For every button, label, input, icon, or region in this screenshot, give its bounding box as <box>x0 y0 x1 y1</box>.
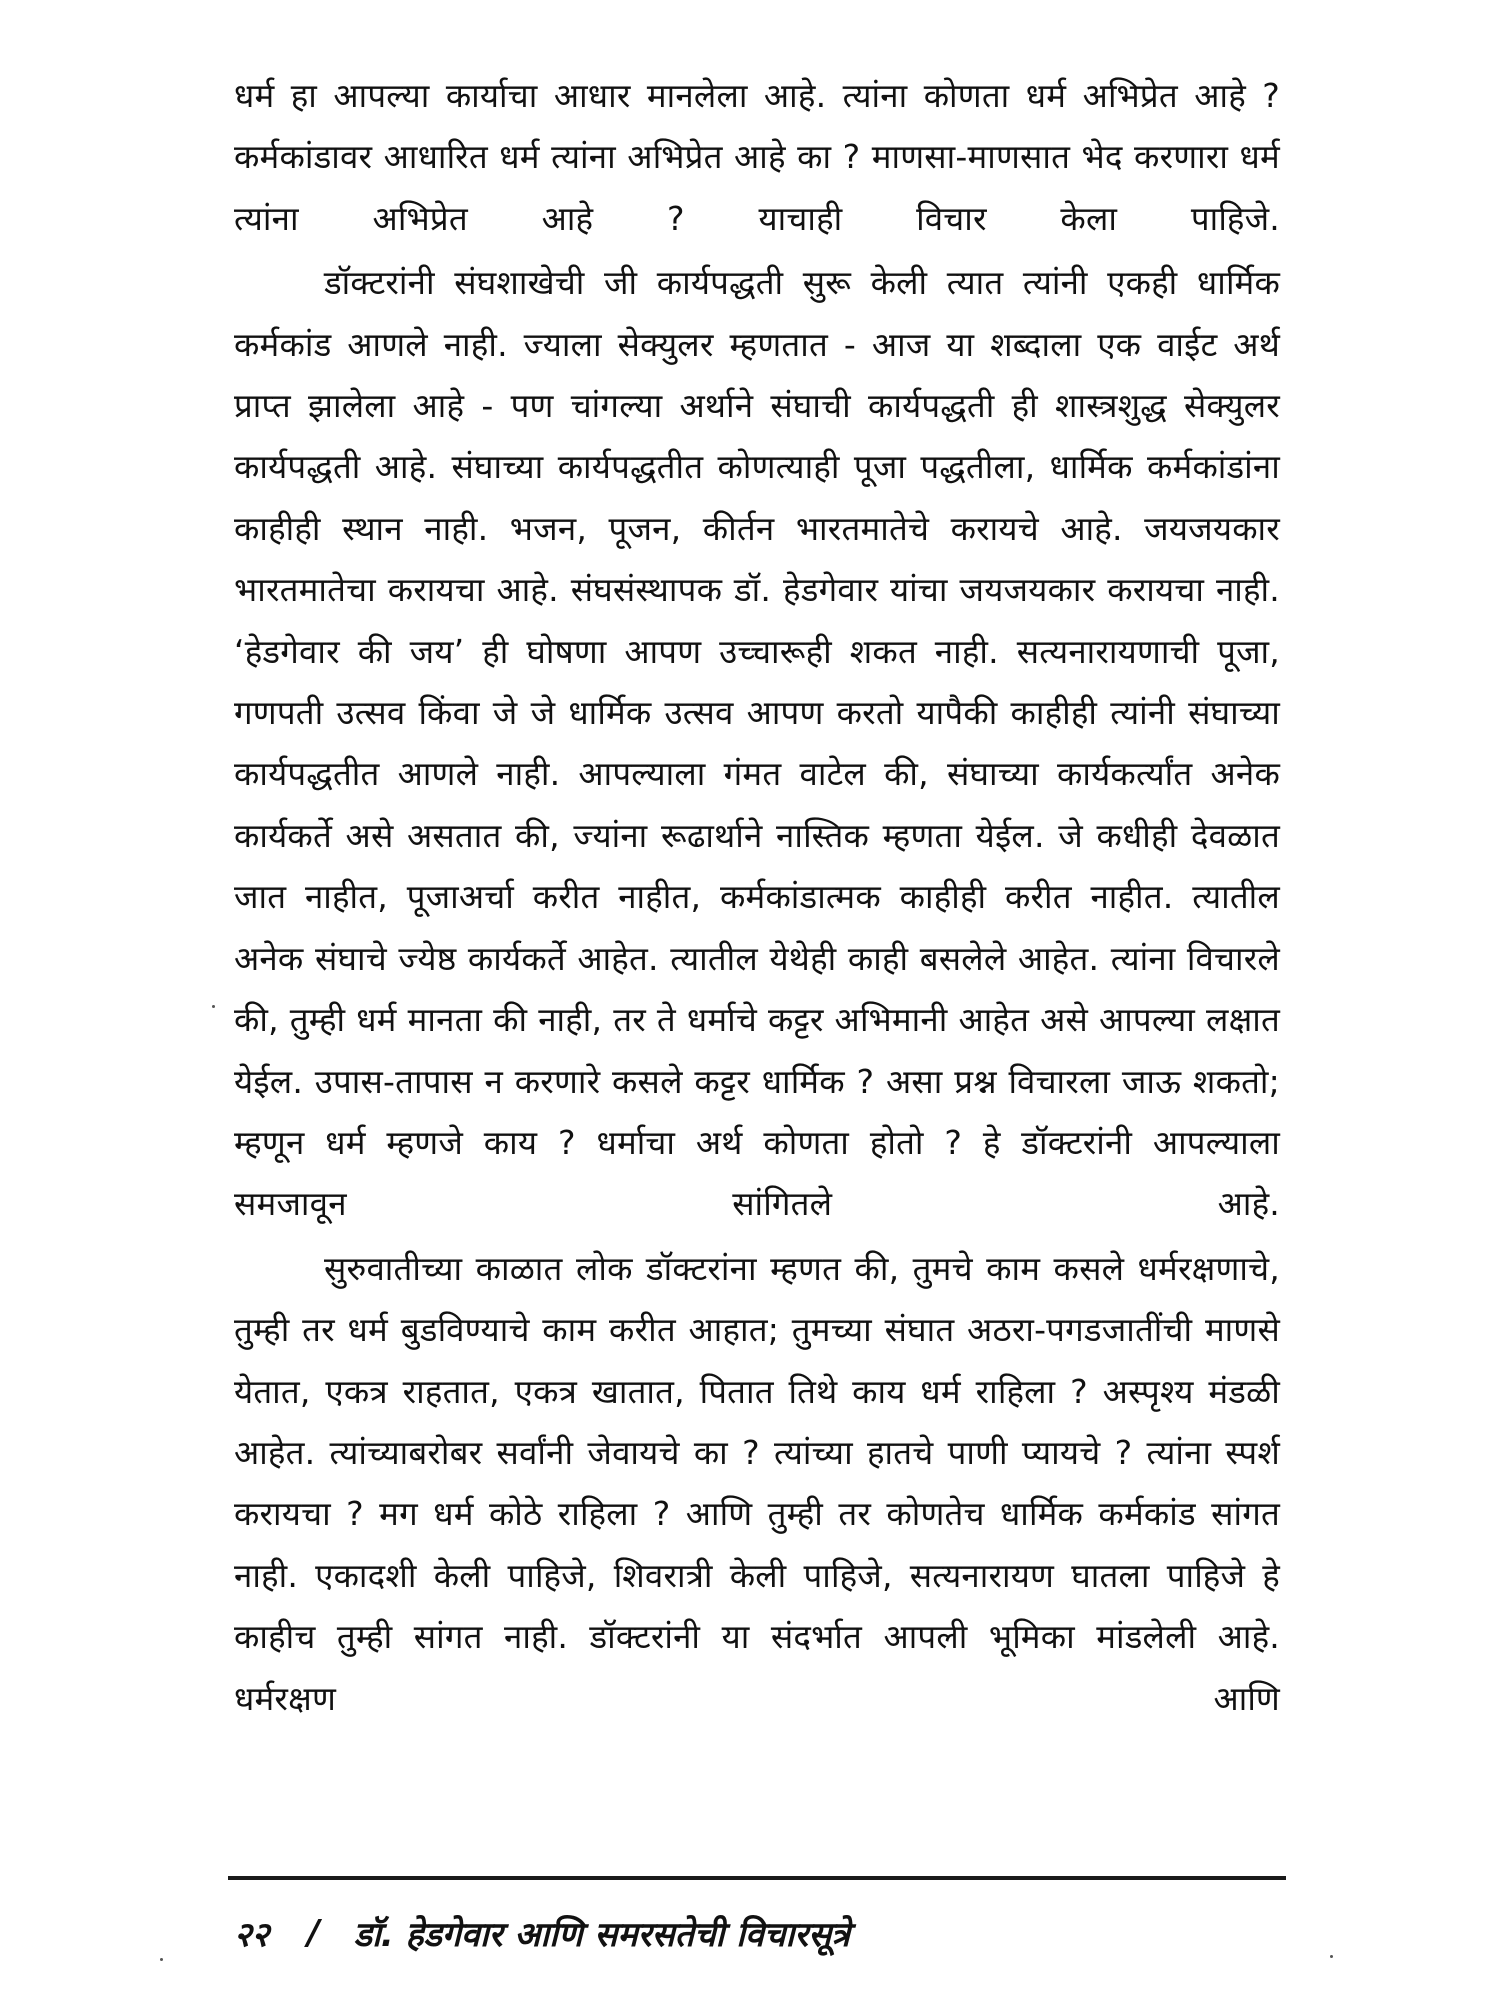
paragraph-3: सुरुवातीच्या काळात लोक डॉक्टरांना म्हणत की, तुमचे काम कसले धर्मरक्षणाचे, तुम्ही तर धर्म बुडविण्याचे काम करीत आहात; तुमच्या संघात अठरा-पगडजातींची माणसे येतात, एकत्र राहतात, एकत्र खातात, पितात तिथे काय धर्म राहिला ? अस्पृश्य मंडळी आहेत. त्यांच्याबरोबर सर्वांनी जेवायचे का ? त्यांच्या हातचे पाणी प्यायचे ? त्यांना स्पर्श करायचा ? मग धर्म कोठे राहिला ? आणि तुम्ही तर कोणतेच धार्मिक कर्मकांड सांगत नाही. एकादशी केली पाहिजे, शिवरात्री केली पाहिजे, सत्यनारायण घातला पाहिजे हे काहीच तुम्ही सांगत नाही. डॉक्टरांनी या संदर्भात आपली भूमिका मांडलेली आहे. धर्मरक्षण आणि <box>234 1248 1280 1718</box>
footer-separator: / <box>307 1913 320 1953</box>
footer-divider <box>228 1876 1286 1880</box>
print-speck <box>160 1958 163 1961</box>
paragraph-1: धर्म हा आपल्या कार्याचा आधार मानलेला आहे. त्यांना कोणता धर्म अभिप्रेत आहे ? कर्मकांडावर आधारित धर्म त्यांना अभिप्रेत आहे का ? माणसा-माणसात भेद करणारा धर्म त्यांना अभिप्रेत आहे ? याचाही विचार केला पाहिजे. <box>234 76 1280 238</box>
print-speck <box>212 1005 215 1008</box>
book-title: डॉ. हेडगेवार आणि समरसतेची विचारसूत्रे <box>353 1915 850 1955</box>
body-text <box>234 65 1280 1729</box>
page-number: २२ <box>234 1915 270 1955</box>
print-speck <box>1330 1955 1333 1958</box>
paragraph-2: डॉक्टरांनी संघशाखेची जी कार्यपद्धती सुरू केली त्यात त्यांनी एकही धार्मिक कर्मकांड आणले नाही. ज्याला सेक्युलर म्हणतात - आज या शब्दाला एक वाईट अर्थ प्राप्त झालेला आहे - पण चांगल्या अर्थाने संघाची कार्यपद्धती ही शास्त्रशुद्ध सेक्युलर कार्यपद्धती आहे. संघाच्या कार्यपद्धतीत कोणत्याही पूजा पद्धतीला, धार्मिक कर्मकांडांना काहीही स्थान नाही. भजन, पूजन, कीर्तन भारतमातेचे करायचे आहे. जयजयकार भारतमातेचा करायचा आहे. संघसंस्थापक डॉ. हेडगेवार यांचा जयजयकार करायचा नाही. ‘हेडगेवार की जय’ ही घोषणा आपण उच्चारूही शकत नाही. सत्यनारायणाची पूजा, गणपती उत्सव किंवा जे जे धार्मिक उत्सव आपण करतो यापैकी काहीही त्यांनी संघाच्या कार्यपद्धतीत आणले नाही. आपल्याला गंमत वाटेल की, संघाच्या कार्यकर्त्यांत अनेक कार्यकर्ते असे असतात की, ज्यांना रूढार्थाने नास्तिक म्हणता येईल. जे कधीही देवळात जात नाहीत, पूजाअर्चा करीत नाहीत, कर्मकांडात्मक काहीही करीत नाहीत. त्यातील अनेक संघाचे ज्येष्ठ कार्यकर्ते आहेत. त्यातील येथेही काही बसलेले आहेत. त्यांना विचारले की, तुम्ही धर्म मानता की नाही, तर ते धर्माचे कट्टर अभिमानी आहेत असे आपल्या लक्षात येईल. उपास-तापास न करणारे कसले कट्टर धार्मिक ? असा प्रश्न विचारला जाऊ शकतो; म्हणून धर्म म्हणजे काय ? धर्माचा अर्थ कोणता होतो ? हे डॉक्टरांनी आपल्याला समजावून सांगितले आहे. <box>234 263 1280 1224</box>
page-footer <box>234 1908 850 1958</box>
